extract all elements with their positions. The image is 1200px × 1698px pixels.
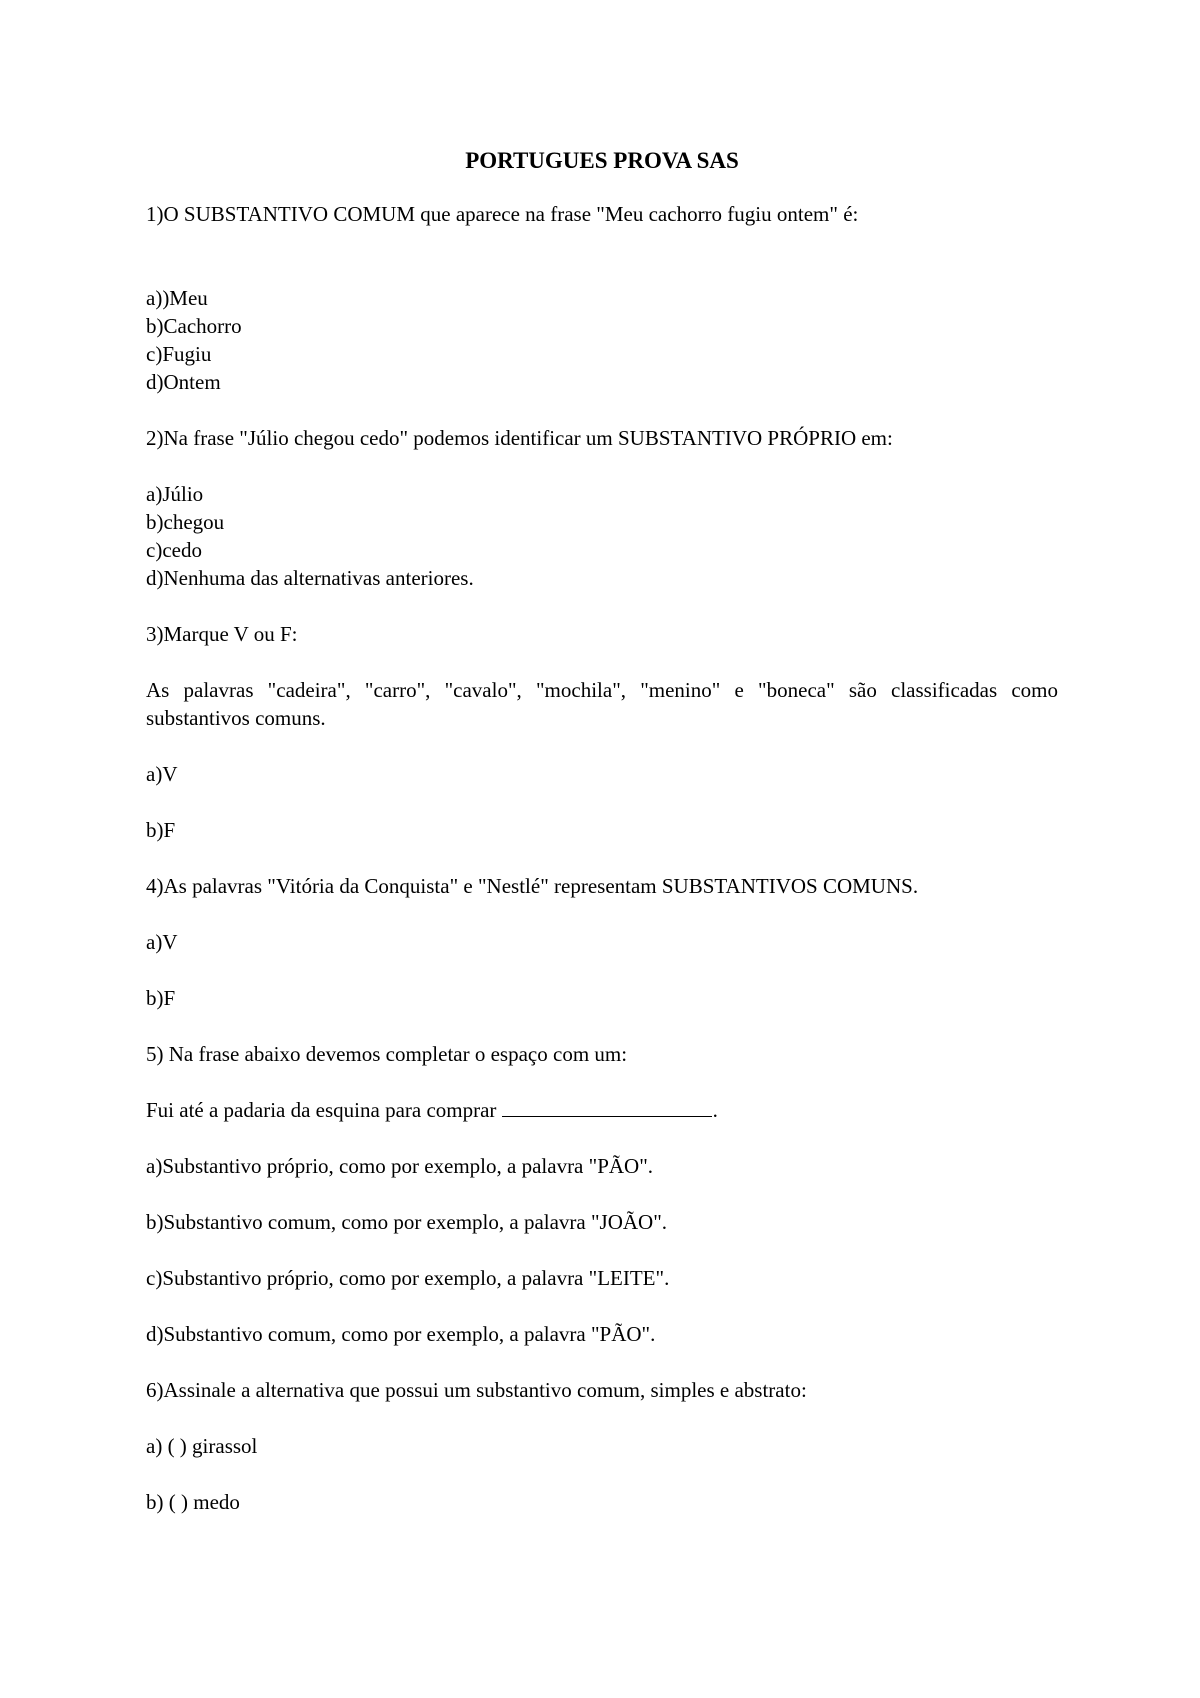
question-5-option-a: a)Substantivo próprio, como por exemplo, a palavra "PÃO". [146,1154,654,1178]
question-3-statement: As palavras "cadeira", "carro", "cavalo", "mochila", "menino" e "boneca" são classificadas como substantivos comuns. [146,678,1058,730]
question-1-option-c: c)Fugiu [146,342,212,366]
question-3 [146,620,1058,844]
question-2-text: 2)Na frase "Júlio chegou cedo" podemos identificar um SUBSTANTIVO PRÓPRIO em: [146,426,893,450]
question-6-option-b: b) ( ) medo [146,1490,240,1514]
question-5-option-b: b)Substantivo comum, como por exemplo, a palavra "JOÃO". [146,1210,668,1234]
question-6-option-a: a) ( ) girassol [146,1434,258,1458]
question-5-sentence-start: Fui até a padaria da esquina para comprar [146,1098,502,1122]
question-1 [146,200,1058,396]
question-4-option-a: a)V [146,930,178,954]
document-title: PORTUGUES PROVA SAS [465,148,739,173]
question-3-option-a: a)V [146,762,178,786]
question-1-option-b: b)Cachorro [146,314,242,338]
question-5-text: 5) Na frase abaixo devemos completar o espaço com um: [146,1042,628,1066]
question-3-text: 3)Marque V ou F: [146,622,298,646]
question-2 [146,424,1058,592]
question-1-option-d: d)Ontem [146,370,221,394]
document-body [146,146,1058,1516]
question-4-option-b: b)F [146,986,176,1010]
fill-in-blank [502,1096,712,1117]
question-4 [146,872,1058,1012]
question-2-option-d: d)Nenhuma das alternativas anteriores. [146,566,474,590]
question-4-text: 4)As palavras "Vitória da Conquista" e "Nestlé" representam SUBSTANTIVOS COMUNS. [146,874,919,898]
question-5-option-d: d)Substantivo comum, como por exemplo, a palavra "PÃO". [146,1322,656,1346]
question-2-option-b: b)chegou [146,510,225,534]
question-5-option-c: c)Substantivo próprio, como por exemplo, a palavra "LEITE". [146,1266,670,1290]
question-6-text: 6)Assinale a alternativa que possui um substantivo comum, simples e abstrato: [146,1378,807,1402]
question-5-sentence-end: . [712,1098,718,1122]
question-2-option-c: c)cedo [146,538,202,562]
question-5 [146,1040,1058,1348]
question-3-option-b: b)F [146,818,176,842]
question-5-sentence [146,1096,1058,1124]
question-2-option-a: a)Júlio [146,482,204,506]
question-1-text: 1)O SUBSTANTIVO COMUM que aparece na frase "Meu cachorro fugiu ontem" é: [146,202,859,226]
question-1-option-a: a))Meu [146,286,208,310]
question-6 [146,1376,1058,1516]
